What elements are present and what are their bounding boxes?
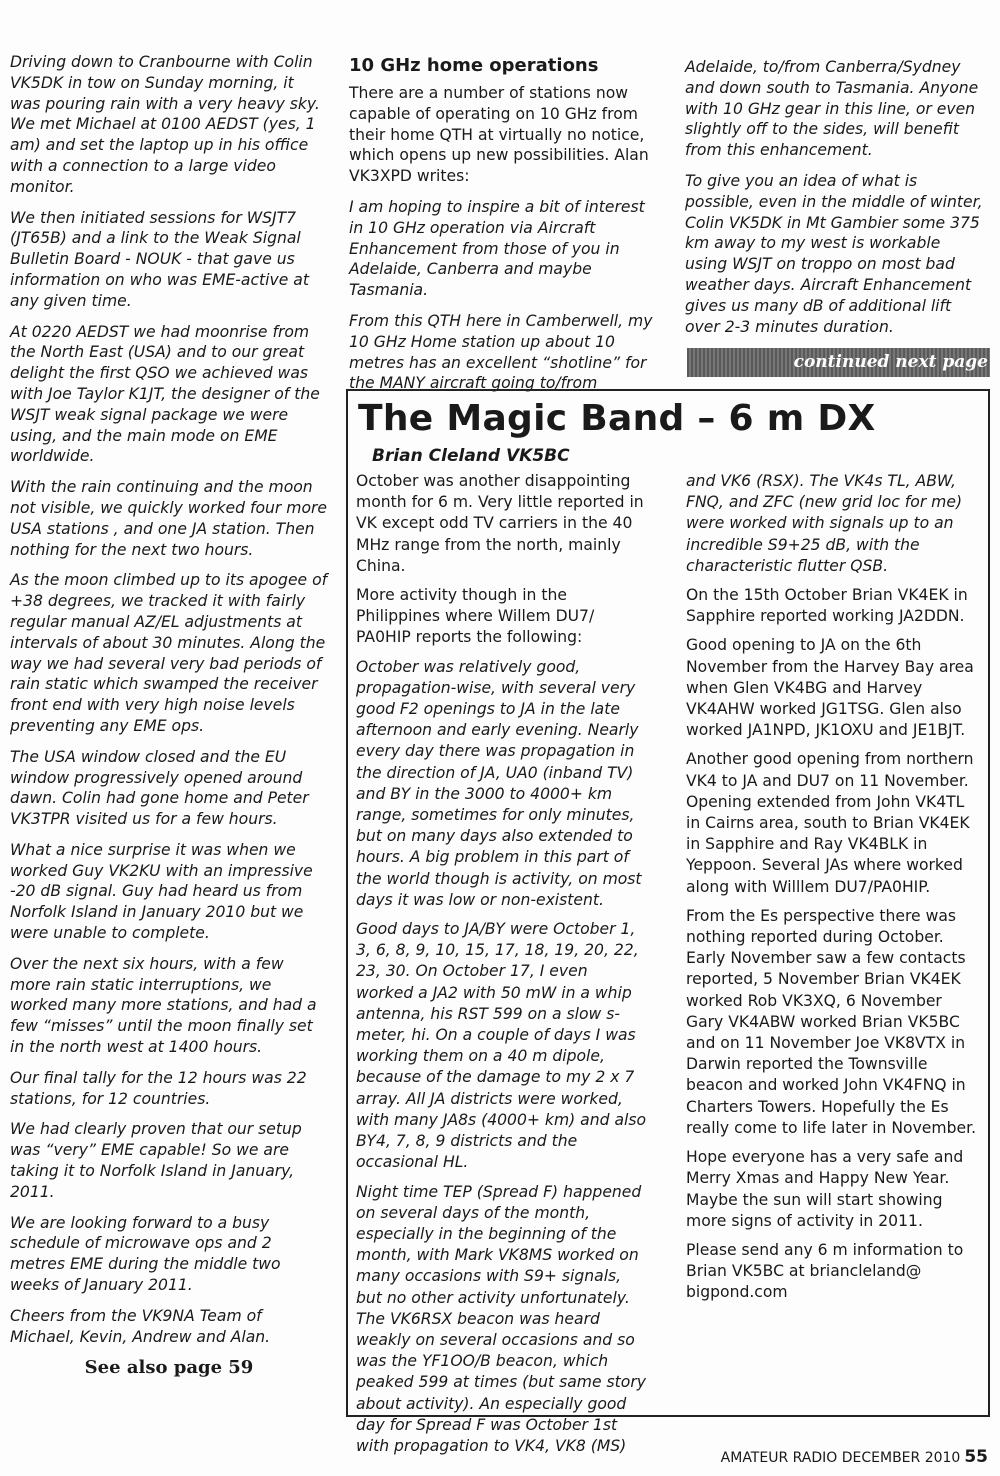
paragraph: As the moon climbed up to its apogee of +38 degrees, we tracked it with fairly regular manual AZ/EL adjustments at intervals of about 30 minutes. Along the way we had several very bad periods of rain static which swamped the receiver front end with very high noise levels preventing any EME ops. [10,571,328,735]
publication-name: AMATEUR RADIO DECEMBER 2010 [720,1450,961,1466]
paragraph: October was another disappointing month for 6 m. Very little reported in VK except odd TV carriers in the 40 MHz range from the north, mainly China. [356,472,644,575]
ten-ghz-section [349,55,659,404]
paragraph: We then initiated sessions for WSJT7 (JT65B) and a link to the Weak Signal Bulletin Board - NOUK - that gave us information on who was EME-active at any given time. [10,208,309,310]
quote-paragraph: To give you an idea of what is possible, even in the middle of winter, Colin VK5DK in Mt Gambier some 375 km away to my west is workable using WSJT on troppo on most bad weather days. Aircraft Enhancement gives us many dB of additional lift over 2-3 minutes duration. [685,171,983,336]
paragraph: We are looking forward to a busy schedule of microwave ops and 2 metres EME during the middle two weeks of January 2011. [10,1213,281,1295]
article-title: The Magic Band – 6 m DX [358,398,876,439]
paragraph: We had clearly proven that our setup was “very” EME capable! So we are taking it to Norfolk Island in January, 2011. [10,1120,302,1201]
quote-paragraph: From this QTH here in Camberwell, my 10 GHz Home station up about 10 metres has an excellent “shotline” for the MANY aircraft going to/from [349,311,653,393]
paragraph: Our final tally for the 12 hours was 22 stations, for 12 countries. [10,1068,307,1108]
paragraph: Hope everyone has a very safe and Merry Xmas and Happy New Year. Maybe the sun will start showing more signs of activity in 2011. [686,1148,964,1230]
quote-paragraph: Adelaide, to/from Canberra/Sydney and down south to Tasmania. Anyone with 10 GHz gear in this line, or even slightly off to the sides, will benefit from this enhancement. [685,58,979,160]
page-number: 55 [964,1447,988,1467]
paragraph: On the 15th October Brian VK4EK in Sapphire reported working JA2DDN. [686,586,968,626]
paragraph: and VK6 (RSX). The VK4s TL, ABW, FNQ, and ZFC (new grid loc for me) were worked with signals up to an incredible S9+25 dB, with the characteristic flutter QSB. [686,472,963,575]
left-column-body [10,52,328,1347]
paragraph: What a nice surprise it was when we worked Guy VK2KU with an impressive -20 dB signal. Guy had heard us from Norfolk Island in January 2010 but we were unable to complete. [10,840,313,943]
paragraph: Over the next six hours, with a few more rain static interruptions, we worked many more stations, and had a few “misses” until the moon finally set in the north west at 1400 hours. [10,954,317,1057]
article-column-right [686,471,978,1312]
paragraph: Driving down to Cranbourne with Colin VK5DK in tow on Sunday morning, it was pouring rain with a very heavy sky. We met Michael at 0100 AEDST (yes, 1 am) and set the laptop up in his office with a connection to a large video monitor. [10,53,320,196]
paragraph: The USA window closed and the EU window progressively opened around dawn. Colin had gone home and Peter VK3TPR visited us for a few hours. [10,747,309,829]
paragraph: More activity though in the Philippines where Willem DU7/ PA0HIP reports the following: [356,586,595,647]
paragraph: Good opening to JA on the 6th November from the Harvey Bay area when Glen VK4BG and Harvey VK4AHW worked JG1TSG. Glen also worked JA1NPD, JK1OXU and JE1BJT. [686,636,974,740]
paragraph: Good days to JA/BY were October 1, 3, 6, 8, 9, 10, 15, 17, 18, 19, 20, 22, 23, 30. On October 17, I even worked a JA2 with 50 mW in a whip antenna, his RST 599 on a slow s-meter, hi. On a couple of days I was working them on a 40 m dipole, because of the damage to my 2 x 7 array. All JA districts were worked, with many JA8s (4000+ km) and also BY4, 7, 8, 9 districts and the occasional HL. [356,920,647,1172]
paragraph: Night time TEP (Spread F) happened on several days of the month, especially in the beginning of the month, with Mark VK8MS worked on many occasions with S9+ signals, but no other activity unfortunately. The VK6RSX beacon was heard weakly on several occasions and so was the YF1OO/B beacon, which peaked 599 at times (but same story about activity). An especially good day for Spread F was October 1st with propagation to VK4, VK8 (MS) [356,1182,646,1455]
paragraph: Cheers from the VK9NA Team of Michael, Kevin, Andrew and Alan. [10,1306,271,1346]
magic-band-article [346,389,990,1455]
left-column [10,52,328,1378]
page-footer [721,1447,988,1467]
section-heading: 10 GHz home operations [349,55,599,76]
paragraph: From the Es perspective there was nothing reported during October. Early November saw a few contacts reported, 5 November Brian VK4EK worked Rob VK3XQ, 6 November Gary VK4ABW worked Brian VK5BC and on 11 November Joe VK8VTX in Darwin reported the Townsville beacon and worked John VK4FNQ in Charters Towers. Hopefully the Es really come to life later in November. [686,906,977,1137]
paragraph: October was relatively good, propagation-wise, with several very good F2 openings to JA in the late afternoon and early evening. Nearly every day there was propagation in the direction of JA, UA0 (inband TV) and BY in the 3000 to 4000+ km range, sometimes for only minutes, but on many days also extended to hours. A big problem in this part of the world though is activity, on most days it was low or non-existent. [356,657,642,909]
article-column-left [356,471,648,1465]
paragraph: At 0220 AEDST we had moonrise from the North East (USA) and to our great delight the first QSO we achieved was with Joe Taylor K1JT, the designer of the WSJT weak signal package we were using, and the main mode on EME worldwide. [10,322,320,466]
paragraph: Please send any 6 m information to Brian VK5BC at briancleland@ bigpond.com [686,1240,964,1302]
paragraph: There are a number of stations now capable of operating on 10 GHz from their home QTH at virtually no notice, which opens up new possibilities. Alan VK3XPD writes: [349,84,649,186]
paragraph: Another good opening from northern VK4 to JA and DU7 on 11 November. Opening extended from John VK4TL in Cairns area, south to Brian VK4EK in Sapphire and Ray VK4BLK in Yeppoon. Several JAs where worked along with Willlem DU7/PA0HIP. [686,750,974,896]
paragraph: With the rain continuing and the moon not visible, we quickly worked four more USA stations , and one JA station. Then nothing for the next two hours. [10,478,327,559]
quote-paragraph: I am hoping to inspire a bit of interest in 10 GHz operation via Aircraft Enhancement from those of you in Adelaide, Canberra and maybe Tasmania. [349,197,645,300]
ten-ghz-continued [685,57,987,347]
continued-next-page-banner: continued next page [687,348,990,377]
see-also-note: See also page 59 [84,1357,254,1379]
article-author: Brian Cleland VK5BC [372,446,570,466]
